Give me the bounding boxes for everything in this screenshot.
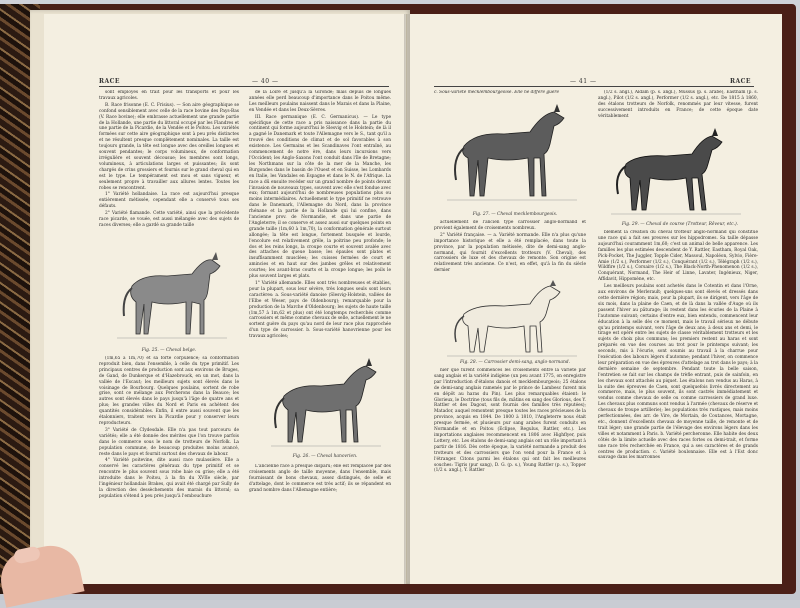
left-running-head: RACE [99,78,120,85]
figure-caption: Fig. 27. — Cheval mecklembourgeois. [472,212,558,217]
paragraph: Les meilleurs poulains sont achetés dans le Cotentin et dans l'Orne, aux environs de Merlerault; quelques-uns sont élevés et dressés dans cette dernière région; mais, pour la plupart, ils se dirigent, vers l'âge de six mois, dans la plaine de Caen, et de là dans la vallée d'Auge où ils passent l'hiver au pâturage; ils restent dans les écuries de la Plaine à l'automne suivant; certains d'entre eux, bien entendu, commencent leur éducation à la selle dès ce moment, mais le travail sérieux ne débute qu'au printemps suivant, vers l'âge de deux ans; à deux ans et demi, le tirage est opéré entre les sujets de classe véritablement trotteurs et les sujets de choix plus communs; les premiers restent au haras et sont préparés en vue des courses au trot pour le printemps suivant; les seconds, mis à l'écurie, sont soumis au travail à la charrue pour l'exécution des labours légers d'automne; pendant l'hiver, on commence leur préparation en vue des épreuves d'attelage au trot dans le pays; à la dernière semaine de septembre. Pendant toute la belle saison, l'entretien se fait sur les champs de trèfle entrant, puis de sainfoin, en les chevaux sont attachés au piquet. Les étalons non vendus au Haras, à la suite des épreuves de Caen, sont quelquefois livrés directement au commerce, mais, le plus souvent, ils sont castrés immédiatement et vendus comme chevaux de selle ou comme carrossiers de grand luxe. Les chevaux plus communs sont vendus à l'armée (chevaux de réserve et chevaux de troupe artillerie); les populations très rustiques, mais moins perfectionnées, des arr. de Vire, de Mortain, de Coutances, Mortagne, etc., donnent d'excellents chevaux de moyenne taille, de remonte et de trait léger; une grande partie de l'élevage des environs légers dans les villes et notamment à Paris. b. Variété percheronne. Elle habite des deux côtés de la limite actuelle avec des races fortes ou demi-trait, et forme une race très recherchée en France, qui a ses caractères et de grands centres de production. c. Variété boulonnaise. Elle est à l'Est donc sauvage dans les marronnes [598,284,758,461]
paragraph: III. Race germanique (E. C. Germanicus). — Le type spécifique de cette race a pris naissance dans la partie du continent qui forme aujourd'hui le Slesvig et le Holstein; de là il a gagné le Danemark et toute l'Allemagne vers le S., tant qu'il a trouvé des conditions de climat et de sol favorables à son existence. Les Germains et les Scandinaves l'ont entraîné, au commencement de notre ère, dans leurs incursions vers l'Occident; les Anglo-Saxons l'ont conduit dans l'île de Bretagne; les Northmans sur la côte de la mer de la Manche, les Burgondes dans le bassin de l'Ouest et en Suisse, les Lombards en Italie, les Vandales en Espagne et dans le N. de l'Afrique. La race a dû ensuite recéder sur un grand nombre de points devant l'invasion de nouveaux types, souvent avec elle s'est fondue avec eux; formant aujourd'hui de nombreuses populations plus ou moins intermédiaires. Actuellement le type primitif ne retrouve dans le Danemark, l'Allemagne du Nord, dans la province rhénane et la partie de la Hollande qui lui confine, dans l'ancienne prov. de Normandie, et dans une partie de l'Angleterre; il se conserve et assez aussi sur quelques points en grande taille (1m,60 à 1m,70), la conformation générale surtout allongée; la tête est longue, fortement busquée et lourde, l'encolure est relativement grêle, la poitrine peu profonde; le dos et les reins longs, la croupe courte et souvent avalée avec des attaches de queue basse; les épaules sont plates et insuffisamment musclées; les cuisses fermées de court et amincies et en haut sur des jambes grêles et relativement courtes; les avant-bras courts et la croupe longue; les poils le plus souvent larges et plats. [249,114,391,280]
paragraph: 1° Variété allemande. Elles sont très nombreuses et établies, pour la plupart, sous leur sévère, très longues seuls sont leurs caractères: a. Sous-variété danoise (Slesvig-Holstein, vallées de l'Elbe et Weser, pays de Oldenbourg); remarquable pour la production de la Marche d'Oldenbourg; les sujets de haute taille (1m,57 à 1m,62 et plus) ont été longtemps recherchés comme carrossiers et même comme chevaux de selle, actuellement le ne sortent guère du pays qu'au nord de leur race plus rapprochée d'un type de carrossier. b. Sous-variété hanovrienne pour les travaux agricoles; [249,281,391,340]
horse-illustration-carrossier [442,280,582,360]
right-column-1-middle [434,220,586,282]
left-page-number: — 40 — [252,78,279,85]
paragraph: 3° Variété de Clydesdale. Elle n'a pas tout parcouru de variétés; elle a été donnée des mérites que l'on trouve parfois dans le commerce sous le nom de trotteurs de Norfolk. La population commune, de beaucoup produites moins avancé, reste dans le pays et fournit surtout des chevaux de labour. [99,427,239,457]
right-column-2-top [598,90,758,130]
paragraph: de la Loire et jusqu'à la Gironde; mais depuis de longues années elle perd beaucoup d'importance dans le Poitou même. Les meilleurs poulains naissent dans le Marais et dans la Plaine, en Vendée et dans les Deux-Sèvres. [249,90,391,113]
paragraph: blement la création du cheval trotteur anglo-normand qui constitue une race qui a fait ses preuves sur les hippodromes. Sa taille dépasse aujourd'hui couramment 1m,60; c'est un animal de belle apparence. Les familles les plus estimées descendent de Y. Rattler, Eastham, Royal Oak, Pick-Pocket, The Juggler, Topple Cider, Massoul, Napoléon, Sylvio, Fière-Amie (1/2 s.), Performer (1/2 s.), Conquérant (1/2 s.), Télégraph (1/2 s.), Wildfire (1/2 s.), Corsaire (1/2 s.), The Black-North-Phenomenon (1/2 s.), Conquérant, Normand, The Heir of Linne, Lavater, Ingénieux, Niger, Affidavit, Hippomène, etc. [598,230,758,283]
paragraph: B. Race frisonne (E. C. Frisius). — Son aire géographique se confond sensiblement avec celle de la race bovine des Pays-Bas (V. Race bovine); elle embrasse actuellement une grande partie de la Hollande, une partie du littoral occupé par les Flandres et une partie de la Picardie, de la Vendée et le Poitou. Les variétés formées sur cette aire géographique sont à peu près distinctes et ne résultent presque complètement nominales. La taille est toujours grande, la tête est longue avec des oreilles longues et souvent pendantes; le corps volumineux, de conformation irrégulière et souvent décousue; les membres sont longs, volumineux, à articulations larges et puissantes; ils sont chargés de crins grossiers et fournis sur le grand cheval qui en est le type. Le tempérament est mou et sans vigueur, et seulement propre à travailler aux allures lentes. Toutes les robes se rencontrent. [99,102,239,191]
paragraph: L'ancienne race a presque disparu; elle est remplacée par des croisements anglo de taille moyenne, dans l'ensemble, mais fournissant de bons chevaux, assez distingués, de selle et d'attelage, dont le commerce est très actif; ils se répandent en grand nombre dans l'Allemagne entière; [249,464,391,493]
paragraph: nier que furent commencés les croisements entre la variété par sang anglais et la variété indigène (un peu avant 1775, on enregistre par l'introduction d'étalons danois et mecklembourgeois; 25 étalons de demi-sang anglais ramenés par le prince de Lambesc furent mis en dépôt au haras du Pin). Les plus remarquables étaient: le Glorieux, le Doctrine (tous fils de, mâtins en sang des Glorious, des Y. Rattler et des Dagout, sont fournis des familles très réputées); Matador, auquel remontent presque toutes les races précieuses de la province, acquis en 1844. De 1800 à 1810, l'Angleterre nous était presque fermée, et plusieurs pur sang arabes furent conduits en Normandie et en Poitou (Eclipse, Regulus, Rattler, etc.). Les importations anglaises recommencent en 1806 avec Highflyer, puis Lottery, etc. Les étalons de demi-sang anglais ont un rôle important à partir de 1816. Dès cette époque, la variété normande a produit des trotteurs et des carrossiers que l'on vend pour la France et à l'étranger. Citons parmi les étalons qui ont fait les meilleures souches: Tigris (pur sang), D. G. (p. s.), Young Rattler (p. s.), Topper (1/2 s. angl.), Y. Rattler [434,368,586,474]
horse-illustration-trotteur [606,128,746,220]
paragraph: (1m,65 à 1m,70) et sa forte corpulence; sa conformation reproduit bien, dans l'ensemble, à celle du type primitif. Les principaux centres de production sont aux environs de Bruges, de Gand, de Dunkerque et d'Hazebrouck, en un mot, dans la vallée de l'Escaut; les meilleurs sujets sont élevés dans le voisinage de Bourbourg. Quelques poulains, sortent de robe grise, sont ce mélange aux Percherons dans la Beauce; les autres sont élevés dans le pays jusqu'à l'âge de quatre ans et plus; les grandes villes du Nord et Paris en achètent des quantités considérables. Enfin, il entre aussi souvent que les étalonniers, traitent vers la Picardie pour y conserver leurs reproducteurs. [99,356,239,426]
right-column-1-bottom [434,368,586,544]
left-column-2-top [249,90,391,352]
horse-illustration-mecklembourgeois [442,100,582,210]
paragraph: 2° Variété flamande. Cette variété, ainsi que la précédente race picarde, se vouée, est aussi mélangée avec des sujets de races diverses; elle a gardé sa grande taille [99,211,239,228]
figure-caption: Fig. 28. — Carrossier demi-sang, anglo-normand. [460,360,570,365]
figure-caption: Fig. 25. — Cheval belge. [141,348,197,353]
horse-illustration-belge [112,246,232,346]
header-rule [99,86,389,87]
paragraph: 4° Variété poitevine, dite aussi race mulassière. Elle a conservé les caractères généraux du type primitif et se rencontre le plus souvent sous robe baie ou grise; elle a été introduite dans le Poitou, à la fin du XVIIe siècle, par l'ingénieur hollandais Brakes, qui avait été chargé par Sully de la direction des dessèchements des marais du littoral; sa population s'étend à peu près jusqu'à l'embouchure [99,458,239,499]
right-page [410,14,782,584]
paragraph: sont employés en trait pour les transports et pour les travaux agricoles. [99,90,239,101]
left-page [44,14,407,584]
figure-caption: Fig. 26. — Cheval hanovrien. [292,454,358,459]
horse-illustration-hanovrien [266,354,386,454]
paragraph: 2° Variété française. — a. Variété normande. Elle n'a plus qu'une importance historique et elle a été remplacée, dans toute la province, par la population métissée, dite de demi-sang anglo-normand, qui fournit d'excellents trotteurs (V. Cheval), des carrossiers de luxe et des chevaux de remonte. Son origine est relativement très ancienne. Ce n'est, en effet, qu'à la fin du siècle dernier [434,232,586,274]
paragraph: (1/2 s. angl.), Aldam (p. s. angl.), Mussus (p. s. arabe), Eastham (p. s. angl.), Pilot (1/2 s. angl.), Performer (1/2 s. angl.), etc. De 1815 à 1860, des étalons trotteurs de Norfolk, renommés par leur vitesse, furent successivement introduits en France; de cette époque date véritablement [598,90,758,119]
figure-caption: Fig. 29. — Cheval de course (Trotteur, Rêveur, etc.). [621,222,739,227]
paragraph: 1° Variété hollandaise. La race est aujourd'hui presque entièrement métissée, cependant elle a conservé tous ses défauts. [99,192,239,210]
right-running-head: RACE [730,78,751,85]
left-column-1-top [99,90,239,246]
paragraph: actuellement de l'ancien type carrossier anglo-normand et provient également de croisements nombreux. [434,220,586,231]
right-column-2-bottom [598,230,758,544]
left-column-1-bottom [99,356,239,544]
header-rule [434,86,754,87]
left-column-2-bottom [249,464,391,544]
right-page-number: — 41 — [570,78,597,85]
right-column-1-intro: c. Sous-variété mecklembourgeoise. Elle ne diffère guère [434,90,560,95]
